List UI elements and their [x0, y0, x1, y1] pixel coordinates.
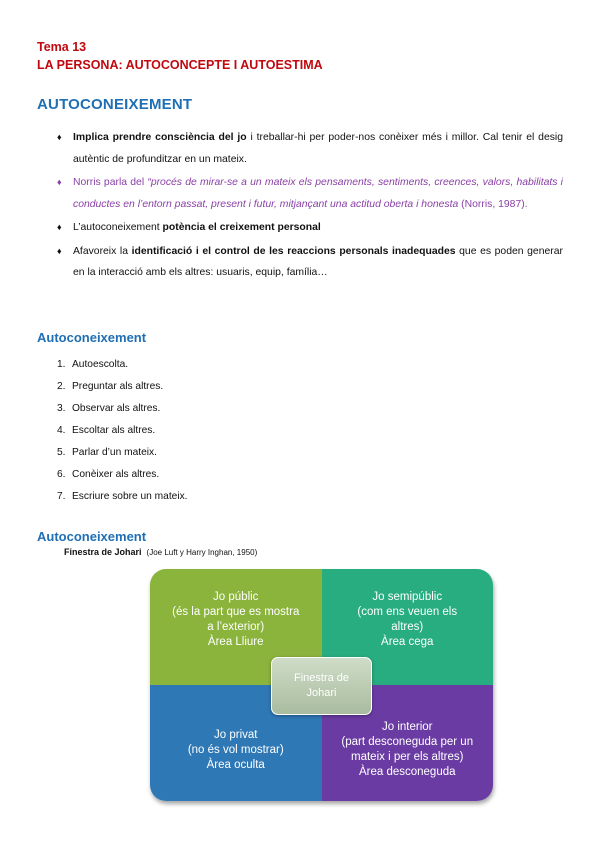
quadrant-title: Jo interior: [382, 721, 433, 733]
quadrant-desc: (no és vol mostrar): [187, 743, 284, 756]
topic-number: Tema 13: [37, 40, 87, 54]
list-item-text: Autoescolta.: [72, 359, 129, 370]
list-number: 5.: [57, 447, 66, 458]
list-number: 4.: [57, 425, 66, 436]
caption-source: (Joe Luft y Harry Inghan, 1950): [146, 548, 258, 557]
bullet-item: [57, 217, 563, 239]
quadrant-desc: (és la part que es mostra: [172, 606, 300, 618]
numbered-list: [57, 354, 188, 508]
list-item: [57, 398, 188, 420]
list-number: 7.: [57, 491, 66, 502]
bullet-text: i treballar-hi per poder-nos conèixer més i millor. Cal tenir el desig autèntic de profunditzar en un mateix.: [73, 132, 564, 165]
bullet-text: Afavoreix la: [73, 245, 132, 257]
quadrant-desc: mateix i per els altres): [351, 751, 464, 763]
diamond-bullet-icon: ♦: [57, 177, 62, 187]
list-number: 2.: [57, 381, 66, 392]
quadrant-area: Àrea desconeguda: [358, 766, 456, 778]
figure-caption: [64, 547, 257, 557]
quadrant-area: Àrea Lliure: [207, 636, 264, 648]
caption-title: Finestra de Johari: [64, 547, 142, 557]
subsection-heading: Autoconeixement: [37, 330, 147, 345]
quadrant-desc: altres): [391, 621, 424, 633]
bullet-item: [57, 127, 563, 170]
norris-quote: “procés de mirar-se a un mateix els pensaments, sentiments, creences, valors, habilitats i conductes en l’entorn passat, present i futur, mitjançant una actitud oberta i honesta: [73, 177, 563, 210]
center-label-line: Johari: [306, 687, 337, 699]
bullet-text: Norris parla del: [73, 177, 148, 188]
list-item: [57, 354, 188, 376]
diamond-bullet-icon: ♦: [57, 222, 62, 232]
section-heading-autoconeixement: AUTOCONEIXEMENT: [37, 96, 193, 113]
list-number: 6.: [57, 469, 66, 480]
center-label-line: Finestra de: [293, 672, 350, 684]
quadrant-title: Jo privat: [214, 728, 258, 741]
bullet-bold-text: identificació i el control de les reaccions personals inadequades: [131, 245, 456, 257]
topic-title: LA PERSONA: AUTOCONCEPTE I AUTOESTIMA: [37, 58, 323, 72]
list-item: [57, 464, 188, 486]
johari-center-label: [271, 657, 372, 715]
bullet-item-quote: [57, 172, 563, 215]
bullet-text: que es poden generar en la interacció amb els altres: usuaris, equip, família…: [73, 245, 563, 278]
list-item: [57, 376, 188, 398]
quadrant-desc: a l’exterior): [207, 621, 265, 633]
subsection-heading: Autoconeixement: [37, 529, 147, 544]
list-item: [57, 486, 188, 508]
quadrant-title: Jo públic: [213, 591, 259, 603]
bullet-bold-text: potència el creixement personal: [162, 222, 321, 233]
list-number: 1.: [57, 359, 66, 370]
quadrant-title: Jo semipúblic: [372, 591, 443, 603]
bullet-bold-text: Implica prendre consciència del jo: [73, 132, 247, 143]
quadrant-area: Àrea cega: [381, 636, 434, 648]
list-item-text: Escoltar als altres.: [72, 425, 156, 436]
list-item-text: Escriure sobre un mateix.: [72, 491, 188, 502]
quadrant-desc: (part desconeguda per un: [341, 736, 474, 748]
quadrant-desc: (com ens veuen els: [357, 606, 458, 618]
list-item-text: Parlar d’un mateix.: [72, 447, 157, 458]
bullet-list: [57, 127, 563, 286]
diamond-bullet-icon: ♦: [57, 245, 62, 256]
bullet-text: L’autoconeixement: [73, 222, 163, 233]
list-item-text: Observar als altres.: [72, 403, 161, 414]
list-number: 3.: [57, 403, 66, 414]
list-item: [57, 442, 188, 464]
quadrant-area: Àrea oculta: [206, 758, 265, 771]
list-item-text: Conèixer als altres.: [72, 469, 160, 480]
citation: (Norris, 1987).: [458, 198, 528, 210]
list-item: [57, 420, 188, 442]
diamond-bullet-icon: ♦: [57, 132, 62, 142]
list-item-text: Preguntar als altres.: [72, 381, 164, 392]
bullet-item: [57, 241, 563, 284]
